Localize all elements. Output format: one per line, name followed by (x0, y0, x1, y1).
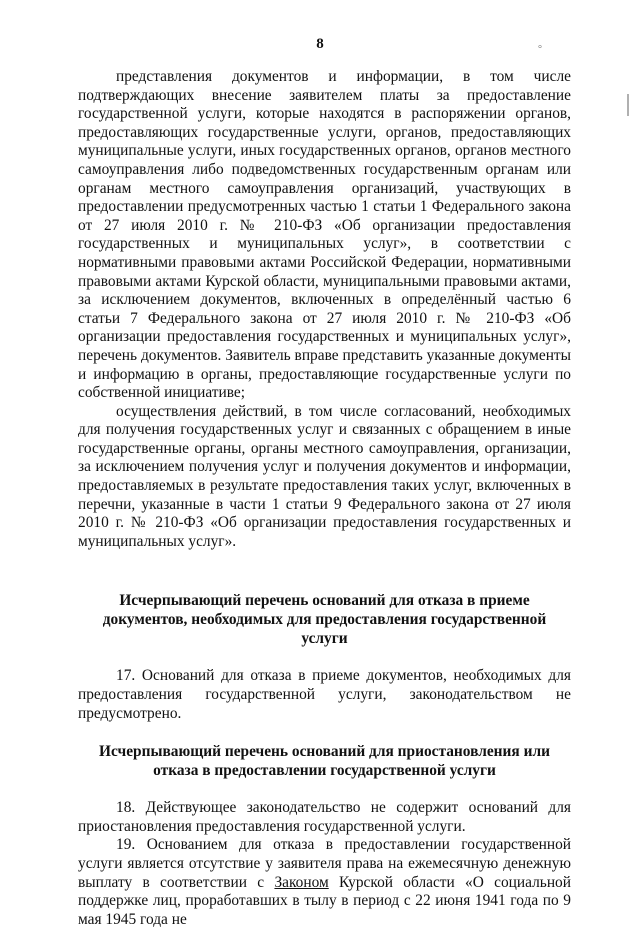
corner-mark: ° (538, 44, 542, 55)
paragraph-19-text-end: Курской области «О социальной поддержке лиц, проработавших в тылу в период с 22 июня 1941 года по 9 мая 1945 года не (78, 873, 571, 928)
spacer (78, 780, 571, 799)
spacer (78, 648, 571, 667)
spacer (78, 551, 571, 591)
document-body (78, 68, 571, 929)
spacer (78, 723, 571, 742)
paragraph-19 (78, 836, 571, 929)
page-number: 8 (316, 36, 324, 52)
paragraph-actions: осуществления действий, в том числе согласований, необходимых для получения государственных услуг и связанных с обращением в иные государственные органы, органы местного самоуправления, организации, за исключением получения услуг и получения документов и информации, предоставляемых в результате предоставления таких услуг, включенных в перечни, указанные в части 1 статьи 9 Федерального закона от 27 июля 2010 г. № 210-ФЗ «Об организации предоставления государственных и муниципальных услуг». (78, 402, 571, 550)
paragraph-continuation: представления документов и информации, в том числе подтверждающих внесение заявителем платы за предоставление государственной услуги, которые находятся в распоряжении органов, предоставляющих государственные услуги, органов, предоставляющих муниципальные услуги, иных государственных органов, органов местного самоуправления либо подведомственных государственным органам или органам местного самоуправления организаций, участвующих в предоставлении предусмотренных частью 1 статьи 1 Федерального закона от 27 июля 2010 г. № 210-ФЗ «Об организации предоставления государственных и муниципальных услуг», в соответствии с нормативными правовыми актами Российской Федерации, нормативными правовыми актами Курской области, муниципальными правовыми актами, за исключением документов, включенных в определённый частью 6 статьи 7 Федерального закона от 27 июля 2010 г. № 210-ФЗ «Об организации предоставления государственных и муниципальных услуг», перечень документов. Заявитель вправе представить указанные документы и информацию в органы, предоставляющие государственные услуги по собственной инициативе; (78, 68, 571, 402)
paragraph-18: 18. Действующее законодательство не содержит оснований для приостановления предоставления государственной услуги. (78, 799, 571, 835)
paragraph-17: 17. Оснований для отказа в приеме документов, необходимых для предоставления государственной услуги, законодательством не предусмотрено. (78, 667, 571, 722)
law-link[interactable]: Законом (274, 873, 329, 891)
section-heading-refusal-acceptance: Исчерпывающий перечень оснований для отказа в приеме документов, необходимых для предоставления государственной услуги (102, 592, 547, 648)
paragraph-19-text: 19. Основанием для отказа в предоставлении государственной услуги является отсутствие у заявителя права на ежемесячную денежную выплату в соответствии с (78, 836, 571, 891)
scan-mark (627, 94, 629, 116)
section-heading-suspension: Исчерпывающий перечень оснований для приостановления или отказа в предоставлении государственной услуги (99, 743, 550, 780)
